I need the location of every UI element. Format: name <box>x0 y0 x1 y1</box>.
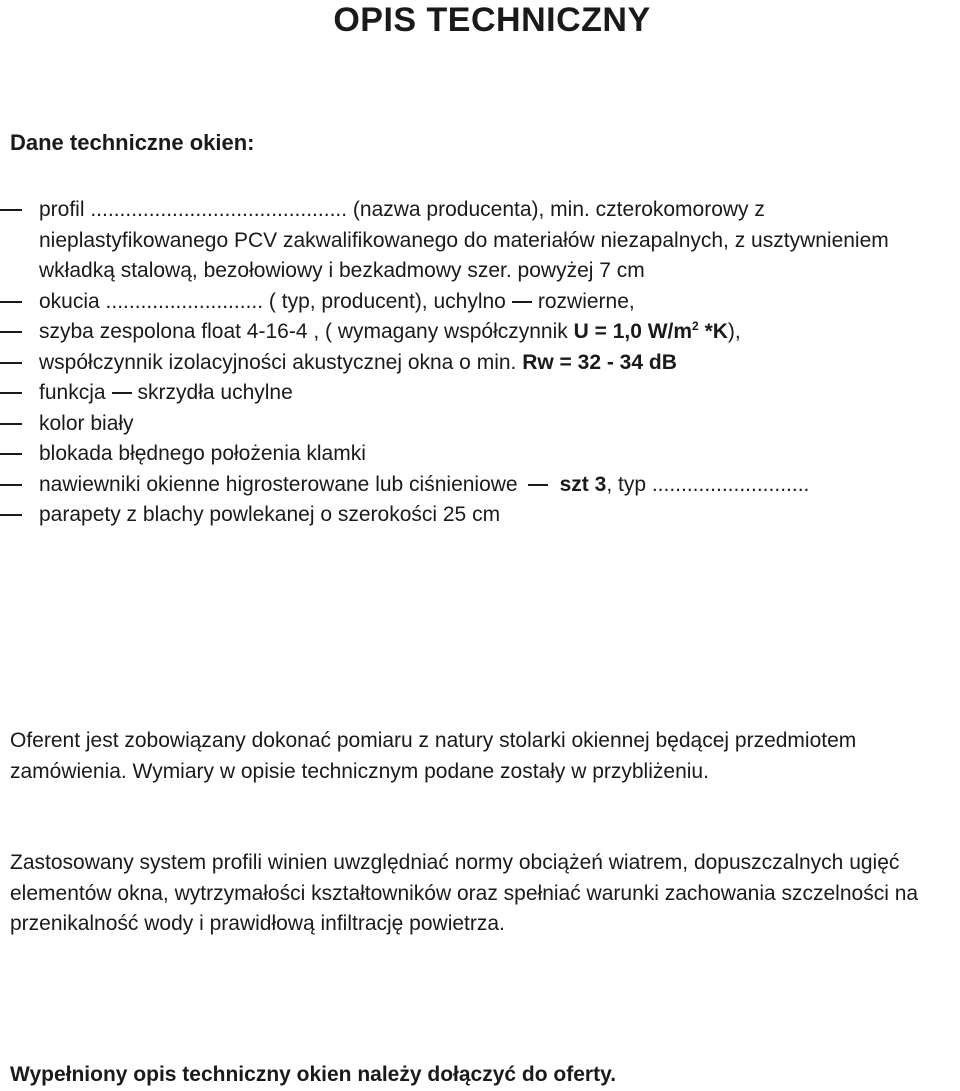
dash-bullet <box>0 301 22 303</box>
inline-dash <box>512 301 532 303</box>
spec-list <box>0 195 960 531</box>
profil-text: profil ............................................ (nazwa producenta), min. czterokomorowy z nieplastyfikowanego PCV zakwalifikowanego do materiałów niezapalnych, z usztywnieniem wkładką stalową, bezołowiowy i bezkadmowy szer. powyżej 7 cm <box>39 198 889 282</box>
list-item-okucia <box>0 287 960 318</box>
okucia-text-end: rozwierne, <box>537 289 635 313</box>
akustyka-value: Rw = 32 - 34 dB <box>522 350 677 374</box>
szyba-text-end: ), <box>727 320 741 343</box>
okucia-text: okucia ........................... ( typ, producent), uchylno <box>39 289 506 313</box>
list-item-szyba <box>0 317 960 348</box>
blokada-text: blokada błędnego położenia klamki <box>39 442 366 465</box>
document-title: OPIS TECHNICZNY <box>333 1 651 39</box>
dash-bullet <box>0 209 22 211</box>
funkcja-value: skrzydła uchylne <box>137 381 293 404</box>
dash-bullet <box>0 362 22 364</box>
dash-bullet <box>0 423 22 425</box>
section-heading: Dane techniczne okien: <box>10 130 255 155</box>
akustyka-text: współczynnik izolacyjności akustycznej okna o min. <box>39 350 523 374</box>
list-item-funkcja <box>0 378 960 409</box>
dash-bullet <box>0 484 22 486</box>
list-item-nawiewniki <box>0 470 960 501</box>
footer-note: Wypełniony opis techniczny okien należy dołączyć do oferty. <box>10 1063 617 1086</box>
szyba-u-value: U = 1,0 W/m <box>573 320 693 343</box>
paragraph-requirements: Zastosowany system profili winien uwzględniać normy obciążeń wiatrem, dopuszczalnych ugięć elementów okna, wytrzymałości kształtowników oraz spełniać warunki zachowania szczelności na przenikalność wody i prawidłową infiltrację powietrza. <box>10 851 919 935</box>
dash-bullet <box>0 514 22 516</box>
list-item-profil <box>0 195 960 287</box>
inline-dash <box>112 392 132 394</box>
dash-bullet <box>0 392 22 394</box>
nawiewniki-count: szt 3 <box>559 472 607 496</box>
list-item-kolor <box>0 409 960 440</box>
list-item-blokada <box>0 439 960 470</box>
szyba-unit: *K <box>698 320 728 343</box>
dash-bullet <box>0 331 22 333</box>
parapety-text: parapety z blachy powlekanej o szerokości 25 cm <box>39 503 501 526</box>
paragraph-measurement: Oferent jest zobowiązany dokonać pomiaru z natury stolarki okiennej będącej przedmiotem zamówienia. Wymiary w opisie technicznym podane zostały w przybliżeniu. <box>10 729 857 783</box>
nawiewniki-type: , typ ........................... <box>606 472 810 496</box>
inline-dash <box>528 484 548 486</box>
szyba-text: szyba zespolona float 4-16-4 , ( wymagany współczynnik <box>39 320 574 343</box>
funkcja-label: funkcja <box>39 381 106 404</box>
list-item-akustyka <box>0 348 960 379</box>
dash-bullet <box>0 453 22 455</box>
szyba-superscript: 2 <box>692 319 699 333</box>
list-item-parapety <box>0 500 960 531</box>
kolor-text: kolor biały <box>39 411 134 435</box>
nawiewniki-text: nawiewniki okienne higrosterowane lub ciśnieniowe <box>39 472 518 496</box>
